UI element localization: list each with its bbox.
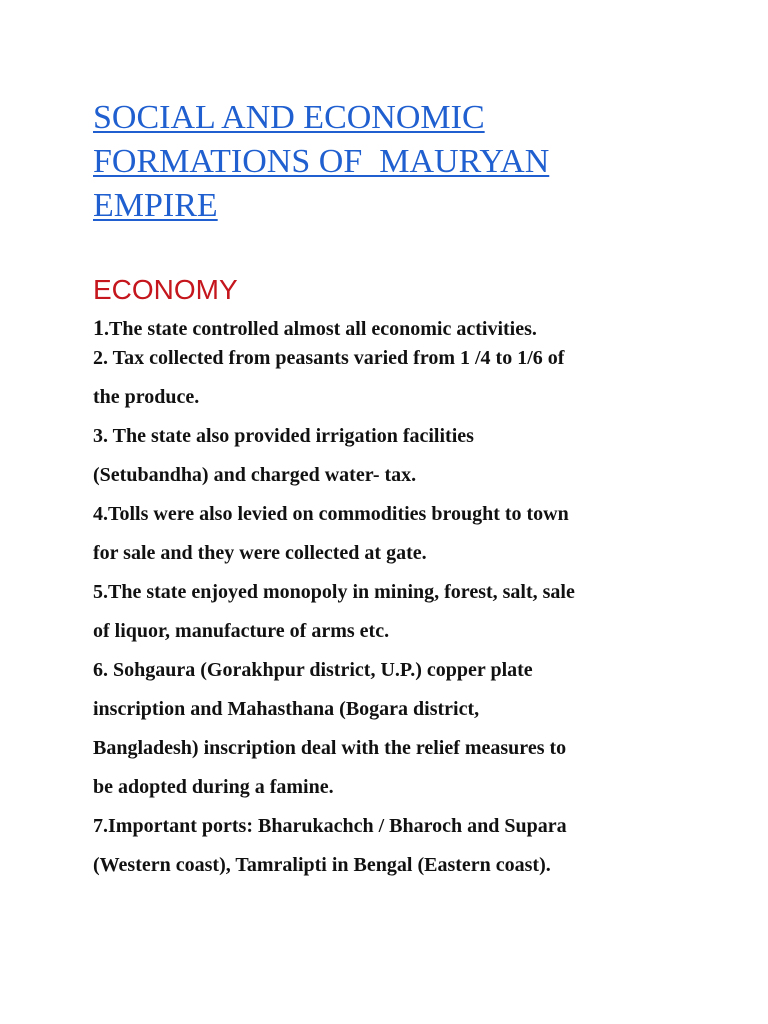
- list-item-4: [93, 501, 713, 579]
- title-line: SOCIAL AND ECONOMIC: [93, 99, 485, 136]
- item-line: 4.Tolls were also levied on commodities brought to town: [93, 503, 569, 525]
- list-item-1: [93, 314, 713, 345]
- item-line: inscription and Mahasthana (Bogara district,: [93, 698, 480, 720]
- item-line: be adopted during a famine.: [93, 776, 334, 798]
- list-item-2: [93, 345, 713, 423]
- item-line: (Western coast), Tamralipti in Bengal (Eastern coast).: [93, 854, 551, 876]
- page-title: [93, 96, 713, 228]
- list-item-6: [93, 657, 713, 813]
- section-heading-economy: ECONOMY: [93, 274, 238, 305]
- title-line: FORMATIONS OF MAURYAN: [93, 143, 550, 180]
- item-line: 2. Tax collected from peasants varied from 1 /4 to 1/6 of: [93, 347, 565, 369]
- list-item-5: [93, 579, 713, 657]
- item-line: for sale and they were collected at gate.: [93, 542, 427, 564]
- item-line: .The state controlled almost all economic activities.: [104, 318, 537, 340]
- title-line: EMPIRE: [93, 187, 218, 224]
- item-line: (Setubandha) and charged water- tax.: [93, 464, 417, 486]
- item-line: Bangladesh) inscription deal with the relief measures to: [93, 737, 567, 759]
- item-line: 6. Sohgaura (Gorakhpur district, U.P.) copper plate: [93, 659, 533, 681]
- item-line: 7.Important ports: Bharukachch / Bharoch and Supara: [93, 815, 567, 837]
- item-line: the produce.: [93, 386, 200, 408]
- list-item-3: [93, 423, 713, 501]
- list-item-7: [93, 813, 713, 891]
- item-line: 3. The state also provided irrigation facilities: [93, 425, 474, 447]
- item-line: of liquor, manufacture of arms etc.: [93, 620, 390, 642]
- economy-list: [93, 314, 713, 891]
- item-number: 1: [93, 315, 104, 340]
- item-line: 5.The state enjoyed monopoly in mining, forest, salt, sale: [93, 581, 575, 603]
